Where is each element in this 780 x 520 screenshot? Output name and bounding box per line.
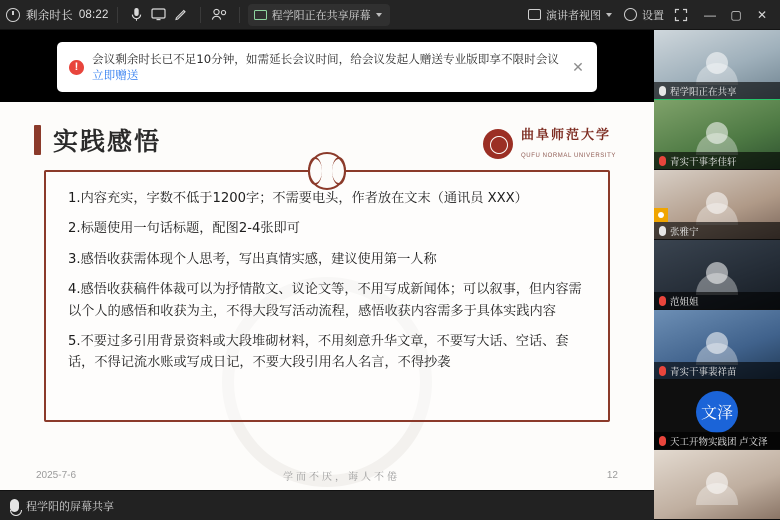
participant-tile-3[interactable] [654,240,780,310]
participant-tile-4[interactable] [654,310,780,380]
mic-off-icon [659,296,666,306]
window-toolbar [0,0,780,30]
sharing-status-chip[interactable] [248,4,390,26]
mic-on-icon [659,86,666,96]
window-controls [698,4,774,26]
mic-off-icon [659,436,666,446]
mic-off-icon [659,156,666,166]
microphone-icon[interactable] [126,5,148,25]
close-button[interactable]: ✕ [756,7,768,22]
timer-label: 剩余时长 [26,9,73,22]
close-icon[interactable]: ✕ [572,58,584,75]
participant-label [654,432,780,449]
time-limit-banner [57,42,597,92]
participant-name: 青实干事李佳轩 [670,156,737,168]
minimize-button[interactable]: — [704,7,716,22]
participant-name: 青实干事裴祥苗 [670,366,737,378]
chevron-down-icon [376,13,382,17]
gear-icon [624,8,637,21]
participant-tile-2[interactable] [654,170,780,240]
list-item: 1.内容充实，字数不低于1200字；不需要电头，作者放在文末（通讯员 XXX） [68,191,528,206]
view-mode-label: 演讲者视图 [546,9,601,22]
settings-button[interactable] [618,4,670,26]
meeting-body [0,30,780,520]
participant-label [654,362,780,379]
participant-label [654,292,780,309]
slide-bullet-list [68,188,586,374]
participant-name: 程学阳正在共享 [670,86,737,98]
participant-tile-1[interactable] [654,100,780,170]
university-logo [483,126,616,163]
monitor-icon [254,10,267,20]
decorative-ball-icon [308,152,346,190]
participant-name: 张雅宁 [670,226,699,238]
view-mode-button[interactable] [522,4,618,26]
mic-off-icon [659,366,666,376]
slide-content-box [44,170,610,422]
participant-label [654,82,780,99]
university-text [521,126,616,163]
list-item: 3.感悟收获需体现个人思考，写出真情实感，建议使用第一人称 [68,251,437,267]
alert-icon: ! [69,60,84,75]
participant-name: 范姐姐 [670,296,699,308]
participant-tile-0[interactable] [654,30,780,100]
shared-slide [0,102,654,497]
timer-value: 08:22 [78,8,109,21]
participant-rail[interactable] [654,30,780,520]
slide-canvas [0,102,654,497]
pencil-icon[interactable] [170,5,192,25]
list-item: 2.标题使用一句话标题，配图2-4张即可 [68,221,300,237]
settings-label: 设置 [642,9,664,22]
slide-footer [0,468,654,483]
host-badge-icon [654,208,668,222]
toolbar-divider-3 [239,7,240,23]
slide-date: 2025-7-6 [36,470,77,481]
list-item: 5.不要过多引用背景资料或大段堆砌材料，不用刻意升华文章，不要写大话、空话、套话，不得记流水账或写成日记，不要大段引用名人名言，不得抄袭 [68,333,569,371]
title-accent-bar [34,125,41,155]
slide-title: 实践感悟 [53,127,162,156]
screen-share-label: 程学阳的屏幕共享 [26,500,114,513]
slide-motto: 学而不厌，诲人不倦 [282,472,400,483]
layout-icon [528,9,541,20]
screen-icon[interactable] [148,5,170,25]
screen-share-footer [0,490,654,520]
banner-link[interactable]: 立即赠送 [92,68,139,83]
mic-on-icon [659,226,666,236]
slide-page-number: 12 [606,470,618,481]
list-item: 4.感悟收获稿件体裁可以为抒情散文、议论文等，不用写成新闻体；可以叙事，但内容需以个人的感悟和收获为主，不得大段写活动流程，感悟收获内容需多于具体实践内容 [68,282,582,319]
sharing-status-label: 程学阳正在共享屏幕 [271,9,371,22]
participant-tile-6[interactable] [654,450,780,520]
timer-group [6,7,109,23]
participant-name: 天工开物实践团 卢文泽 [670,436,768,448]
video-feed [654,450,780,519]
participant-label [654,152,780,169]
fullscreen-icon[interactable] [670,5,692,25]
banner-text: 会议剩余时长已不足10分钟，如需延长会议时间，给会议发起人赠送专业版即享不限时会议 [92,52,559,66]
microphone-icon-footer [10,499,19,512]
chevron-down-icon-view [606,13,612,17]
toolbar-divider [117,7,118,23]
avatar-body [696,483,738,505]
university-seal-icon [483,129,513,159]
participant-tile-5[interactable] [654,380,780,450]
university-name-en: QUFU NORMAL UNIVERSITY [521,153,616,160]
clock-icon [6,8,20,22]
university-name-cn: 曲阜师范大学 [521,127,612,142]
participants-icon[interactable] [209,5,231,25]
toolbar-divider-2 [200,7,201,23]
avatar: 文泽 [696,391,738,433]
shared-screen-stage[interactable] [0,30,654,520]
banner-message [92,51,563,83]
maximize-button[interactable]: ▢ [730,7,742,22]
participant-label [654,222,780,239]
